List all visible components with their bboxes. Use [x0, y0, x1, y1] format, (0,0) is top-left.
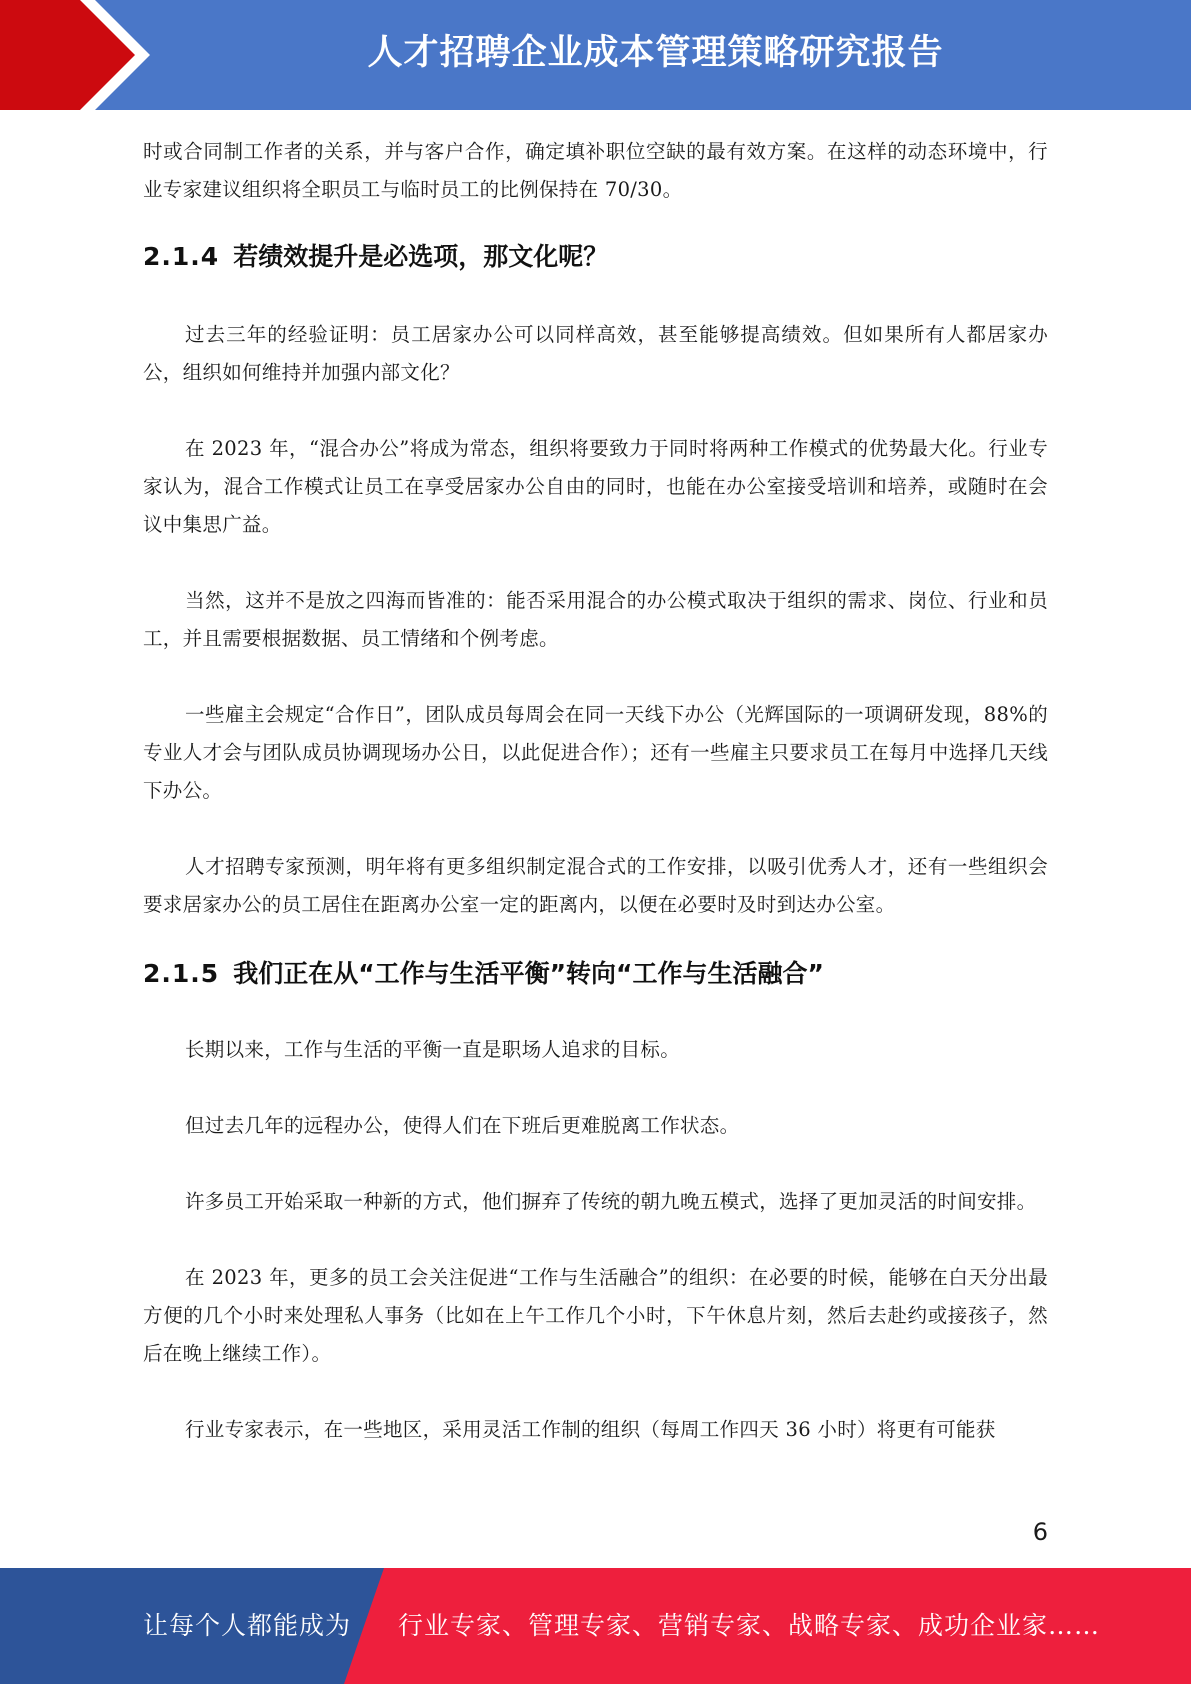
section-number: 2.1.4	[143, 242, 220, 271]
paragraph: 当然，这并不是放之四海而皆准的：能否采用混合的办公模式取决于组织的需求、岗位、行业和员工，并且需要根据数据、员工情绪和个例考虑。	[143, 589, 1048, 650]
section-heading-2-1-4	[143, 237, 1048, 277]
paragraph: 在 2023 年，“混合办公”将成为常态，组织将要致力于同时将两种工作模式的优势最大化。行业专家认为，混合工作模式让员工在享受居家办公自由的同时，也能在办公室接受培训和培养，或随时在会议中集思广益。	[143, 437, 1048, 536]
paragraph: 过去三年的经验证明：员工居家办公可以同样高效，甚至能够提高绩效。但如果所有人都居家办公，组织如何维持并加强内部文化？	[143, 323, 1048, 384]
paragraph: 时或合同制工作者的关系，并与客户合作，确定填补职位空缺的最有效方案。在这样的动态环境中，行业专家建议组织将全职员工与临时员工的比例保持在 70/30。	[143, 140, 1048, 201]
page-header-band	[0, 0, 1191, 110]
header-chevron-decoration	[0, 0, 160, 110]
section-heading-2-1-5	[143, 954, 1048, 994]
paragraph: 人才招聘专家预测，明年将有更多组织制定混合式的工作安排，以吸引优秀人才，还有一些组织会要求居家办公的员工居住在距离办公室一定的距离内，以便在必要时及时到达办公室。	[143, 855, 1048, 916]
section-title: 若绩效提升是必选项，那文化呢？	[233, 242, 609, 271]
page-number: 6	[1032, 1518, 1048, 1546]
report-title: 人才招聘企业成本管理策略研究报告	[367, 33, 944, 73]
paragraph: 在 2023 年，更多的员工会关注促进“工作与生活融合”的组织：在必要的时候，能够在白天分出最方便的几个小时来处理私人事务（比如在上午工作几个小时，下午休息片刻，然后去赴约或接孩子，然后在晚上继续工作）。	[143, 1266, 1048, 1365]
paragraph: 一些雇主会规定“合作日”，团队成员每周会在同一天线下办公（光辉国际的一项调研发现，88%的专业人才会与团队成员协调现场办公日，以此促进合作）；还有一些雇主只要求员工在每月中选择几天线下办公。	[143, 703, 1048, 802]
footer-slogan-right: 行业专家、管理专家、营销专家、战略专家、成功企业家……	[398, 1611, 1101, 1640]
paragraph: 但过去几年的远程办公，使得人们在下班后更难脱离工作状态。	[185, 1114, 740, 1137]
paragraph: 许多员工开始采取一种新的方式，他们摒弃了传统的朝九晚五模式，选择了更加灵活的时间安排。	[185, 1190, 1037, 1213]
page-footer-band	[0, 1568, 1191, 1684]
paragraph: 长期以来，工作与生活的平衡一直是职场人追求的目标。	[185, 1038, 681, 1061]
paragraph: 行业专家表示，在一些地区，采用灵活工作制的组织（每周工作四天 36 小时）将更有可能获	[185, 1418, 996, 1441]
section-title: 我们正在从“工作与生活平衡”转向“工作与生活融合”	[233, 959, 824, 988]
document-body	[143, 133, 1048, 1449]
footer-slogan-left: 让每个人都能成为	[143, 1611, 352, 1640]
section-number: 2.1.5	[143, 959, 220, 988]
